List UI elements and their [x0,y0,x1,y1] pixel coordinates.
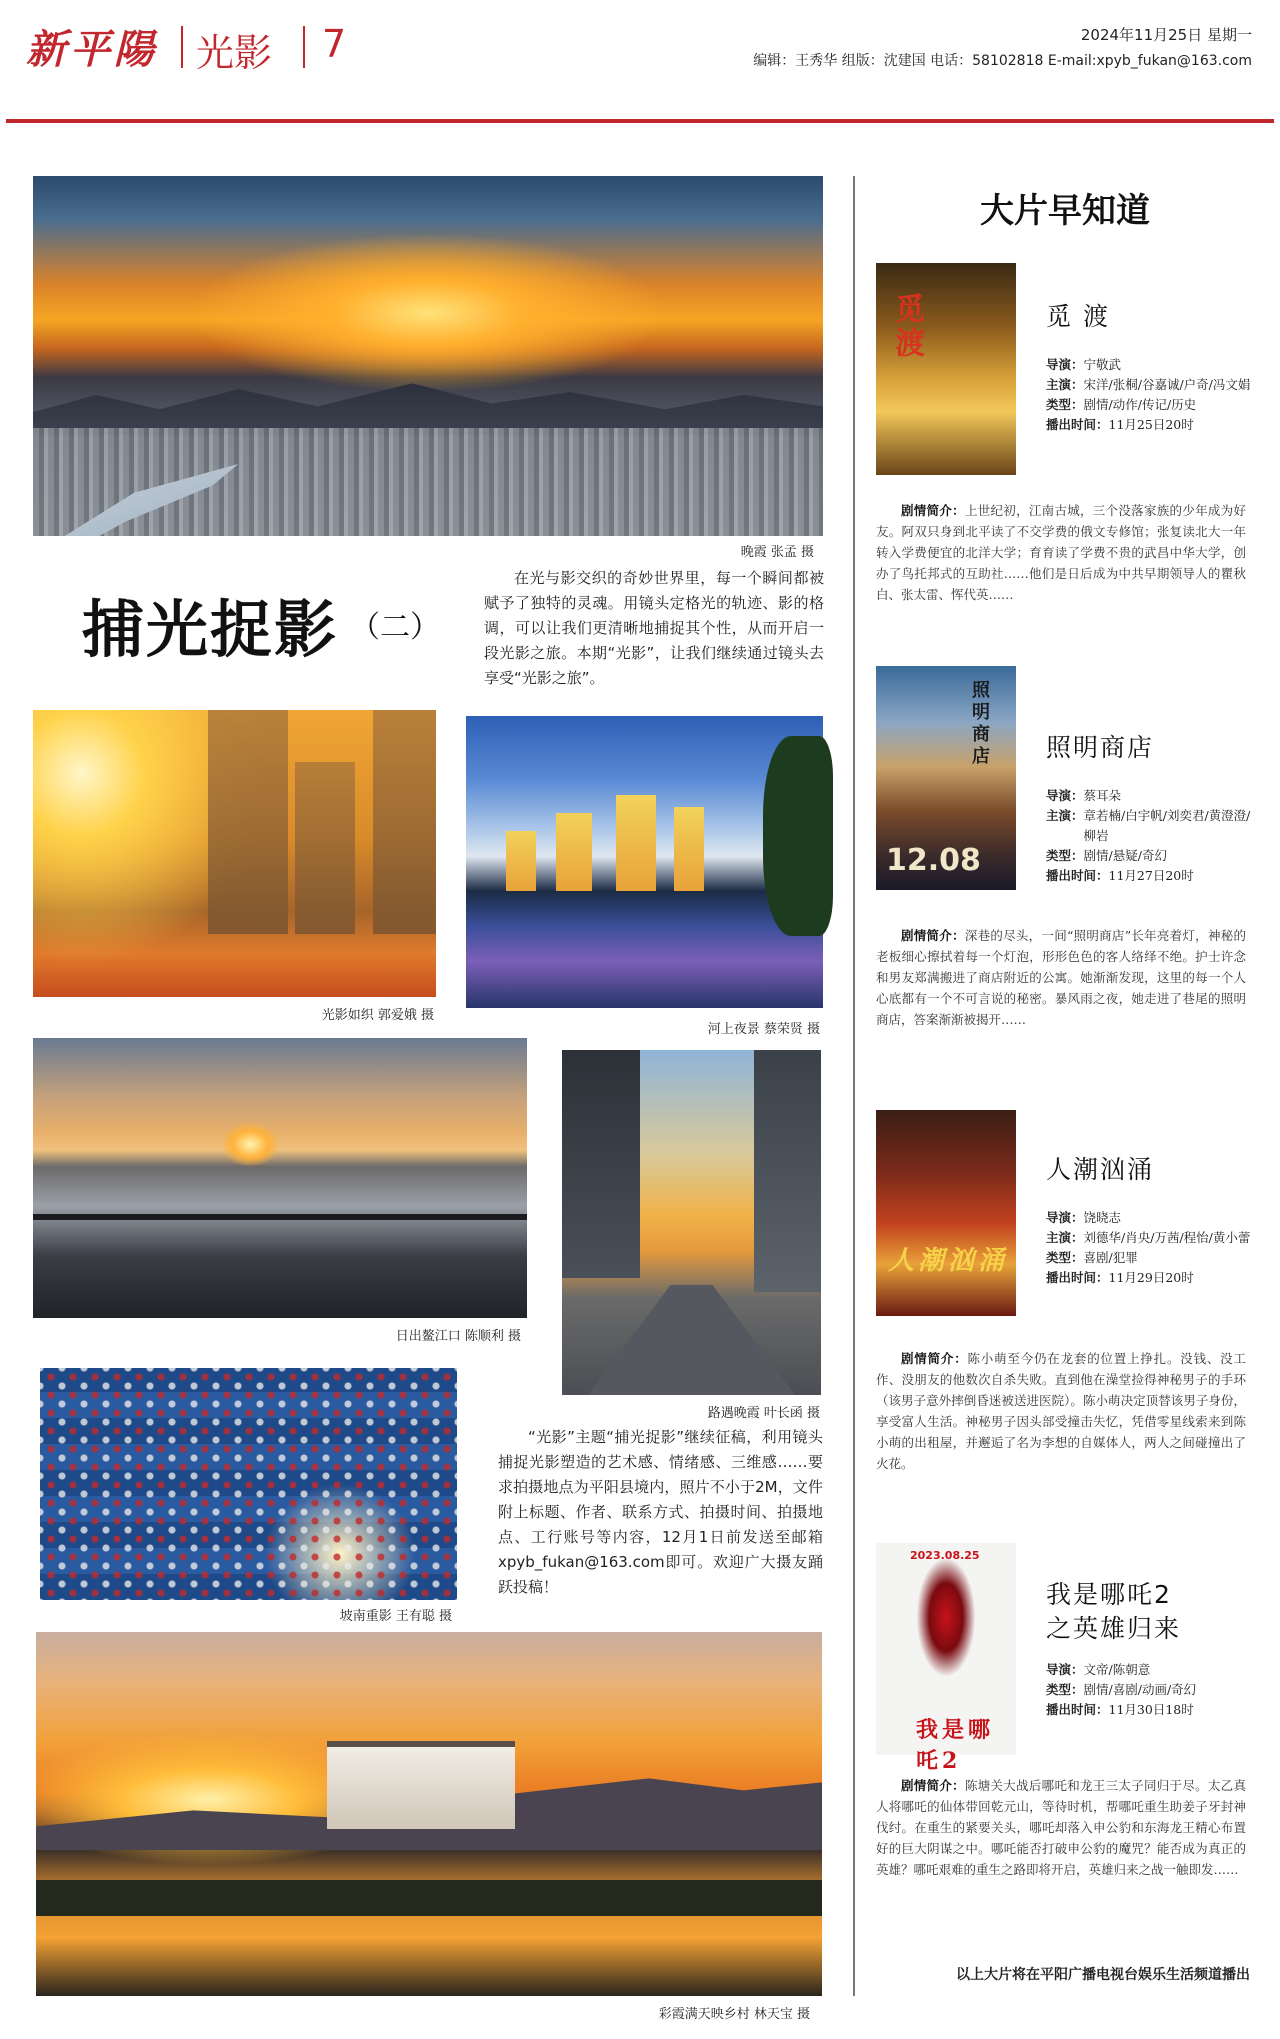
photo-crowd-shadows [40,1368,457,1600]
movie-title: 照明商店 [1046,733,1155,762]
synopsis-text: 陈塘关大战后哪吒和龙王三太子同归于尽。太乙真人将哪吒的仙体带回乾元山，等待时机，帮哪吒重生助姜子牙封神伐纣。在重生的紧要关头，哪吒却落入申公豹和东海龙王精心布置好的巨大阴谋之中。哪吒能否打破申公豹的魔咒？能否成为真正的英雄？哪吒艰难的重生之路即将开启，英雄归来之战一触即发…… [876,1778,1246,1877]
genre-label: 类型： [1046,397,1084,412]
poster-title: 觅渡 [889,293,924,361]
movie-meta [1046,1208,1256,1288]
photo-tower [556,813,592,891]
poster-title: 照明商店 [969,680,990,768]
genre-label: 类型： [1046,1250,1084,1265]
photo-crowd [40,1368,457,1600]
synopsis-text: 陈小萌至今仍在龙套的位置上挣扎。没钱、没工作、没朋友的他数次自杀失败。直到他在澡堂捡得神秘男子的手环（该男子意外摔倒昏迷被送进医院）。陈小萌决定顶替该男子身份，享受富人生活。神秘男子因头部受撞击失忆，凭借零星线索来到陈小萌的出租屋，并邂逅了名为李想的自媒体人，两人之间碰撞出了火花。 [876,1351,1246,1471]
movies-section-title: 大片早知道 [980,191,1150,231]
synopsis-label: 剧情简介： [901,928,965,943]
synopsis-text: 深巷的尽头，一间“照明商店”长年亮着灯，神秘的老板细心擦拭着每一个灯泡，形形色色的客人络绎不绝。护士许念和男友郑满搬进了商店附近的公寓。她渐渐发现，这里的每一个人心底都有一个不可言说的秘密。暴风雨之夜，她走进了巷尾的照明商店，答案渐渐被揭开…… [876,928,1246,1027]
movie-poster [876,666,1016,890]
cast-label: 主演： [1046,808,1084,823]
photo-caption: 彩霞满天映乡村 林天宝 摄 [658,2007,810,2022]
photo-tower [616,795,656,891]
movie-director: 蔡耳朵 [1083,788,1122,803]
photo-river-night [466,716,823,1008]
photo-building [754,1050,821,1292]
photo-tower [674,807,704,891]
photo-caption: 晚霞 张孟 摄 [740,545,814,560]
photo-caption: 光影如织 郭爱娥 摄 [321,1008,434,1023]
movie-meta [1046,1660,1256,1720]
photo-building [295,762,355,934]
director-label: 导演： [1046,1662,1084,1677]
poster-release-date: 12.08 [886,843,981,878]
movie-title: 人潮汹涌 [1046,1155,1155,1184]
photo-house [327,1741,516,1828]
photo-village-glow [36,1632,822,1996]
movie-poster [876,263,1016,475]
movie-airtime: 11月29日20时 [1108,1270,1194,1285]
synopsis-text: 上世纪初，江南古城，三个没落家族的少年成为好友。阿双只身到北平读了不交学费的俄文专修馆；张复读北大一年转入学费便宜的北洋大学；育育读了学费不贵的武昌中华大学，创办了鸟托邦式的互助社……他们是日后成为中共早期领导人的瞿秋白、张太雷、恽代英…… [876,503,1246,602]
masthead [0,0,1280,126]
movie-synopsis [876,1348,1246,1474]
synopsis-label: 剧情简介： [901,1778,965,1793]
movie-poster [876,1110,1016,1316]
photo-street-sunset [562,1050,821,1395]
director-label: 导演： [1046,1210,1084,1225]
photo-mountains [33,378,823,436]
movie-genre: 剧情/悬疑/奇幻 [1083,848,1167,863]
section-name: 光影 [196,31,273,75]
movie-synopsis [876,500,1246,605]
genre-label: 类型： [1046,848,1084,863]
photo-building [373,710,436,934]
airtime-label: 播出时间： [1046,417,1109,432]
airtime-label: 播出时间： [1046,1270,1109,1285]
director-label: 导演： [1046,357,1084,372]
photo-tree [763,736,833,936]
feature-subtitle: （二） [350,610,440,645]
header-rule [6,119,1274,123]
movie-director: 饶晓志 [1083,1210,1122,1225]
broadcast-footnote: 以上大片将在平阳广播电视台娱乐生活频道播出 [956,1967,1250,1983]
photo-estuary-sunrise [33,1038,527,1318]
masthead-divider [303,26,305,68]
photo-caption: 河上夜景 蔡荣贤 摄 [707,1022,820,1037]
movie-title: 我是哪吒2 之英雄归来 [1046,1580,1182,1643]
movie-synopsis [876,925,1246,1030]
page-number: 7 [322,22,347,66]
issue-date: 2024年11月25日 星期一 [1080,26,1252,44]
movie-airtime: 11月27日20时 [1108,868,1194,883]
photo-cityscape [33,428,823,536]
synopsis-label: 剧情简介： [901,1351,968,1366]
movie-cast: 宋洋/张桐/谷嘉诚/户奇/冯文娟 [1083,377,1251,392]
photo-riverbank [36,1880,822,1916]
genre-label: 类型： [1046,1682,1084,1697]
movie-cast: 刘德华/肖央/万茜/程怡/黄小蕾 [1083,1230,1251,1245]
photo-road [588,1285,795,1395]
movie-meta [1046,786,1256,886]
photo-building [208,710,288,934]
feature-intro: 在光与影交织的奇妙世界里，每一个瞬间都被赋予了独特的灵魂。用镜头定格光的轨迹、影的格调，可以让我们更清晰地捕捉其个性，从而开启一段光影之旅。本期“光影”，让我们继续通过镜头去享受“光影之旅”。 [484,569,824,687]
feature-title: 捕光捉影 [82,593,339,666]
photo-tower [506,831,536,891]
photo-caption: 路遇晚霞 叶长函 摄 [707,1406,820,1421]
movie-airtime: 11月30日18时 [1108,1702,1194,1717]
submission-callout: “光影”主题“捕光捉影”继续征稿，利用镜头捕捉光影塑造的艺术感、情绪感、三维感……要求拍摄地点为平阳县境内，照片不小于2M，文件附上标题、作者、联系方式、拍摄时间、拍摄地点、工行账号等内容，12月1日前发送至邮箱xpyb_fukan@163.com即可。欢迎广大摄友踊跃投稿！ [498,1428,823,1596]
editor-info: 编辑：王秀华 组版：沈建国 电话：58102818 E-mail:xpyb_fukan@163.com [753,53,1252,69]
photo-sunset-city [33,176,823,536]
movie-poster [876,1543,1016,1774]
photo-building [562,1050,640,1278]
cast-label: 主演： [1046,1230,1084,1245]
photo-bridge [33,1214,527,1220]
photo-caption: 日出鳌江口 陈顺利 摄 [395,1329,521,1344]
poster-title: 人潮汹涌 [888,1246,1009,1276]
masthead-divider [181,26,183,68]
movie-airtime: 11月25日20时 [1108,417,1194,432]
airtime-label: 播出时间： [1046,868,1109,883]
newspaper-logo: 新平陽 [26,26,158,73]
poster-release-date: 2023.08.25 [910,1549,980,1562]
cast-label: 主演： [1046,377,1084,392]
column-divider [853,176,855,1996]
airtime-label: 播出时间： [1046,1702,1109,1717]
movie-synopsis [876,1775,1246,1880]
movie-meta [1046,355,1256,435]
movie-genre: 剧情/喜剧/动画/奇幻 [1083,1682,1197,1697]
movie-title: 觅 渡 [1046,302,1110,331]
movie-director: 文帝/陈朝意 [1083,1662,1151,1677]
photo-caption: 坡南重影 王有聪 摄 [339,1609,452,1624]
movie-director: 宁敬武 [1083,357,1122,372]
movie-genre: 剧情/动作/传记/历史 [1083,397,1197,412]
poster-title: 我是哪吒2 [916,1717,995,1774]
synopsis-label: 剧情简介： [901,503,965,518]
photo-light-weaving [33,710,436,997]
movie-genre: 喜剧/犯罪 [1083,1250,1138,1265]
movie-cast: 章若楠/白宇帆/刘奕君/黄澄澄/柳岩 [1083,808,1251,843]
director-label: 导演： [1046,788,1084,803]
